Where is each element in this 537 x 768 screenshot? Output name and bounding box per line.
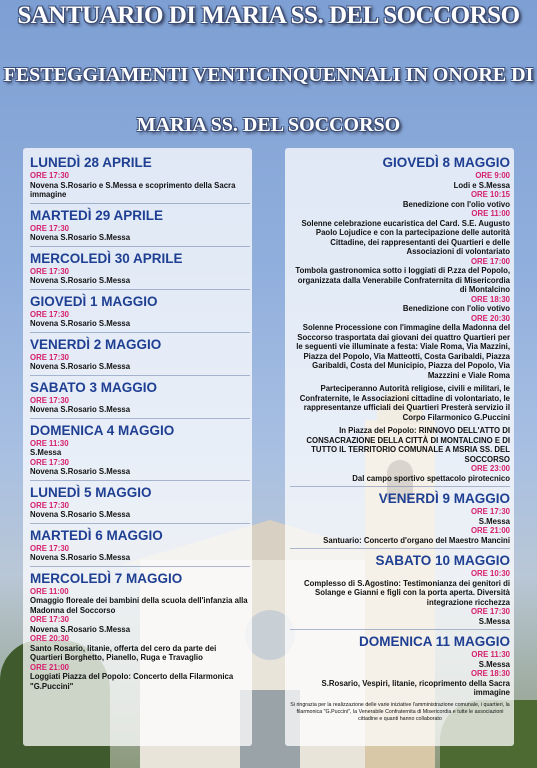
event-description: S.Messa <box>478 516 510 526</box>
event-time: ORE 17:30 <box>30 352 70 362</box>
event-description: In Piazza del Popolo: RINNOVO DELL'ATTO DI CONSACRAZIONE DELLA CITTÀ DI MONTALCINO E DI TUTTO IL TERRITORIO COMUNALE A MSRIA SS. DEL SOCCORSO <box>306 426 510 464</box>
event-time: ORE 17:30 <box>30 543 70 553</box>
day-block <box>30 570 250 692</box>
event-time: ORE 11:30 <box>471 650 510 659</box>
event-time: ORE 21:00 <box>470 526 510 535</box>
event-time: ORE 17:30 <box>30 171 70 180</box>
event-time: ORE 21:00 <box>30 662 70 672</box>
day-heading: MERCOLEDÌ 7 MAGGIO <box>30 570 183 586</box>
day-block <box>30 293 250 333</box>
event-time: ORE 10:15 <box>470 190 510 199</box>
event-time: ORE 17:30 <box>30 395 70 405</box>
event-description: Complesso di S.Agostino: Testimonianza dei genitori di Solange e Gianni e figli con la porta aperta. Diversità integrazione ricchezza <box>303 578 510 607</box>
day-block <box>290 633 510 698</box>
poster-subtitle-1: FESTEGGIAMENTI VENTICINQUENNALI IN ONORE DI <box>3 64 534 86</box>
day-heading: MARTEDÌ 6 MAGGIO <box>30 527 163 543</box>
event-time: ORE 17:30 <box>470 607 510 616</box>
event-description: Novena S.Rosario S.Messa <box>30 233 131 242</box>
day-heading: SABATO 10 MAGGIO <box>375 553 510 568</box>
event-time: ORE 10:30 <box>470 569 510 578</box>
day-heading: MARTEDÌ 29 APRILE <box>30 207 164 223</box>
day-block <box>30 207 250 247</box>
event-description: Novena S.Rosario S.Messa <box>30 553 131 562</box>
event-time: ORE 17:30 <box>30 615 70 624</box>
day-heading: VENERDÌ 9 MAGGIO <box>378 491 510 506</box>
event-time: ORE 17:00 <box>470 256 510 266</box>
event-description: Novena S.Rosario S.Messa <box>30 319 131 328</box>
day-heading: MERCOLEDÌ 30 APRILE <box>30 250 183 266</box>
event-time: ORE 23:00 <box>470 464 510 473</box>
event-description: Novena S.Rosario S.Messa <box>30 276 131 285</box>
event-time: ORE 11:00 <box>30 586 69 596</box>
day-heading: LUNEDÌ 5 MAGGIO <box>30 484 152 500</box>
event-description: Tombola gastronomica sotto i loggiati di P.zza del Popolo, organizzata dalla Venerabile Confraternita di Misericordia di Montalcino <box>295 266 510 294</box>
event-description: Novena S.Rosario S.Messa <box>30 362 131 371</box>
day-heading: GIOVEDÌ 8 MAGGIO <box>382 155 510 170</box>
day-heading: VENERDÌ 2 MAGGIO <box>30 336 162 352</box>
poster-subtitle-2: MARIA SS. DEL SOCCORSO <box>136 114 401 136</box>
day-block <box>30 527 250 567</box>
event-description: Santuario: Concerto d'organo del Maestro Mancini <box>323 535 510 545</box>
day-block <box>290 154 510 487</box>
event-description: Benedizione con l'olio votivo <box>402 304 510 313</box>
event-description: Lodi e S.Messa <box>453 180 510 190</box>
event-time: ORE 20:30 <box>30 634 70 643</box>
event-description: Novena S.Rosario S.Messa <box>30 624 131 634</box>
event-time: ORE 17:30 <box>30 223 70 233</box>
event-description: Solenne celebrazione eucaristica del Card. S.E. Augusto Paolo Lojudice e con la partecipazione delle autorità Cittadine, dei rappresentanti dei Quartieri e delle Associazioni di volontariato <box>301 218 510 256</box>
event-time: ORE 17:30 <box>30 266 70 276</box>
right-schedule-list <box>290 154 510 723</box>
event-time: ORE 17:30 <box>30 457 70 467</box>
day-block <box>290 490 510 549</box>
event-time: ORE 17:30 <box>470 507 510 516</box>
event-description: Novena S.Rosario e S.Messa e scoprimento della Sacra immagine <box>30 180 236 199</box>
day-block <box>290 552 510 630</box>
event-description: Solenne Processione con l'immagine della Madonna del Soccorso trasportata dai giovani dei quattro Quartieri per le seguenti vie illuminate a festa: Viale Roma, Via Mazzini, Piazza del Popolo, Via Matteotti, Costa Garibaldi, Piazza Garibaldi, Costa del Municipio, Piazza del Popolo, Via Mazzzini e Viale Roma <box>296 323 510 380</box>
event-time: ORE 18:30 <box>470 294 510 304</box>
day-block <box>30 336 250 376</box>
poster-title: SANTUARIO DI MARIA SS. DEL SOCCORSO <box>17 2 520 29</box>
event-description: S.Rosario, Vespiri, litanie, ricoprimento della Sacra immagine <box>321 678 510 697</box>
day-heading: SABATO 3 MAGGIO <box>30 379 158 395</box>
day-heading: LUNEDÌ 28 APRILE <box>30 155 152 170</box>
day-block <box>30 250 250 290</box>
event-description: S.Messa <box>30 448 62 457</box>
event-description: Loggiati Piazza del Popolo: Concerto della Filarmonica "G.Puccini" <box>30 672 234 691</box>
day-heading: DOMENICA 11 MAGGIO <box>358 634 510 649</box>
event-time: ORE 18:30 <box>470 669 510 678</box>
event-description: Santo Rosario, litanie, offerta del cero da parte dei Quartieri Borghetto, Pianello, Ruga e Travaglio <box>30 643 217 662</box>
day-block <box>30 484 250 524</box>
event-description: Parteciperanno Autorità religiose, civili e militari, le Confraternite, le Associazioni cittadine di volontariato, le rappresentanze ufficiali dei Quartieri Presterà servizio il Corpo Filarmonico G.Puccini <box>299 384 510 422</box>
event-description: Novena S.Rosario S.Messa <box>30 510 131 519</box>
day-block <box>30 422 250 481</box>
event-time: ORE 11:00 <box>471 209 510 218</box>
event-time: ORE 9:00 <box>475 171 510 180</box>
event-time: ORE 17:30 <box>30 500 70 510</box>
event-description: Novena S.Rosario S.Messa <box>30 405 131 414</box>
event-time: ORE 17:30 <box>30 309 70 319</box>
event-description: Benedizione con l'olio votivo <box>402 199 510 209</box>
thanks-note: Si ringrazia per la realizzazione delle varie iniziative l'amministrazione comunale, i quartieri, la filarmonica "G.Puccini", la Venerabile Confraternita di Misericordia e tutte le associazioni cittadine e quanti hanno collaborato <box>290 701 510 722</box>
event-description: Omaggio floreale dei bambini della scuola dell'infanzia alla Madonna del Soccorso <box>30 596 248 615</box>
event-time: ORE 20:30 <box>470 313 510 323</box>
day-block <box>30 154 250 204</box>
event-description: S.Messa <box>478 616 510 626</box>
day-heading: GIOVEDÌ 1 MAGGIO <box>30 293 158 309</box>
left-schedule-list <box>30 154 250 693</box>
event-description: Dal campo sportivo spettacolo pirotecnico <box>352 473 510 483</box>
event-time: ORE 11:30 <box>30 438 69 448</box>
day-heading: DOMENICA 4 MAGGIO <box>30 422 175 438</box>
event-description: S.Messa <box>478 659 510 669</box>
event-description: Novena S.Rosario S.Messa <box>30 467 131 476</box>
day-block <box>30 379 250 419</box>
